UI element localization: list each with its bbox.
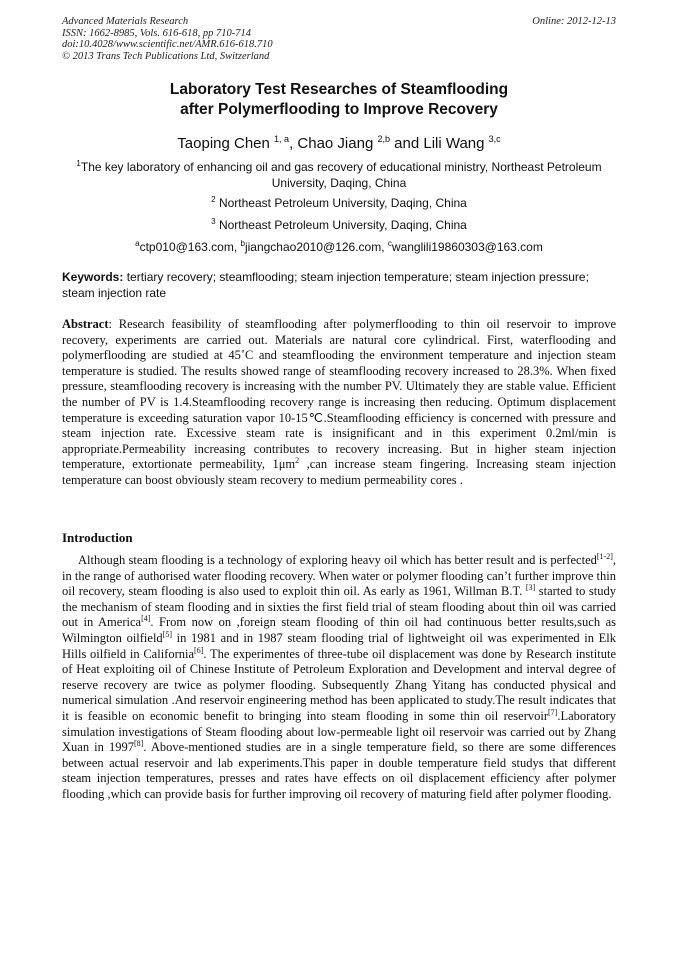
author-name: Lili Wang (423, 135, 485, 152)
author-name: Taoping Chen (177, 135, 270, 152)
title-line-2: after Polymerflooding to Improve Recovery (180, 101, 498, 118)
keywords-text: tertiary recovery; steamflooding; steam injection temperature; steam injection pressure; steam injection rate (62, 270, 589, 300)
affiliation-mark: 1 (76, 159, 81, 168)
intro-text: .Laboratory simulation investigations of Steam flooding about low-permeable light oil reservoir was carried out by Zhang Xuan in 1997 (62, 708, 616, 755)
introduction-paragraph (62, 553, 616, 803)
abstract-text: ,can increase steam fingering. Increasing steam injection temperature can boost obviously steam recovery to medium permeability cores . (62, 457, 617, 487)
email-mark: c (387, 239, 392, 248)
author-affiliation-mark: 1, a (274, 134, 290, 144)
email-mark: a (135, 239, 140, 248)
online-date: Online: 2012-12-13 (532, 16, 616, 27)
author-affiliation-mark: 2,b (377, 134, 390, 144)
affiliation-2 (62, 192, 616, 211)
issn-line: ISSN: 1662-8985, Vols. 616-618, pp 710-714 (62, 27, 251, 39)
email-line (62, 236, 616, 255)
citation-ref[interactable]: [5] (162, 629, 172, 639)
affiliation-text: The key laboratory of enhancing oil and gas recovery of educational ministry, Northeast Petroleum University, Daqing, China (80, 160, 602, 190)
abstract (62, 317, 616, 489)
affiliation-mark: 3 (211, 217, 216, 226)
paper-title (62, 80, 616, 120)
affiliation-3 (62, 214, 616, 233)
email-link[interactable]: jiangchao2010@126.com, (244, 240, 388, 254)
affiliation-text: Northeast Petroleum University, Daqing, China (218, 196, 467, 210)
email-link[interactable]: ctp010@163.com, (139, 240, 241, 254)
author-name: Chao Jiang (297, 135, 374, 152)
author-separator: , (289, 135, 298, 152)
email-link[interactable]: wanglili19860303@163.com (391, 240, 543, 254)
intro-text: . Above-mentioned studies are in a single temperature field, so there are some differences between actual reservoir and lab experiments.This paper in double temperature field studys that different steam injection temperatures, presses and rates have effects on oil displacement efficiency after polymer flooding ,which can provide basis for further improving oil recovery of maturing field after polymer flooding. (62, 740, 616, 801)
email-mark: b (240, 239, 245, 248)
citation-ref[interactable]: [7] (548, 707, 558, 717)
affiliation-1 (62, 156, 616, 191)
citation-ref[interactable]: [8] (133, 738, 144, 748)
citation-ref[interactable]: [6] (194, 645, 204, 655)
intro-text: started to study the mechanism of steam flooding and in sixties the first field trial of steam flooding about thin oil was carried out in America (62, 584, 616, 630)
author-affiliation-mark: 3,c (488, 134, 501, 144)
affiliation-text: Northeast Petroleum University, Daqing, China (218, 218, 467, 232)
journal-header (62, 16, 616, 62)
author-list (62, 130, 616, 153)
intro-text: . The experimentes of three-tube oil displacement was done by Research institute of Heat exploiting oil of Chinese Institute of Petroleum Exploration and Development and interval degree of reserve recovery are twice as polymer flooding. Subsequently Zhang Yitang has conducted physical and numerical simulation .And reservoir engineering method has been applicated to study.The result indicates that it is feasible on economic benefit to bringing into steam flooding in some thin oil reservoir (62, 646, 616, 723)
journal-name: Advanced Materials Research (62, 16, 189, 27)
citation-ref[interactable]: [3] (525, 583, 536, 593)
doi-line: doi:10.4028/www.scientific.net/AMR.616-618.710 (62, 39, 273, 50)
citation-ref[interactable]: [1-2] (596, 551, 613, 561)
intro-text: . From now on ,foreign steam flooding of thin oil had continuous better results,such as Wilmington oilfield (62, 615, 616, 645)
keywords (62, 269, 616, 301)
abstract-label: Abstract (62, 317, 109, 331)
keywords-label: Keywords: (62, 270, 124, 284)
section-heading-introduction: Introduction (62, 530, 133, 545)
author-separator: and (389, 135, 424, 152)
abstract-text: : Research feasibility of steamflooding after polymerflooding to thin oil reservoir to improve recovery, experiments are carried out. Materials are natural core cylindrical. First, waterflooding and polymerflooding are studied at 45˚C and steamflooding the environment temperature and injection steam temperature is studied. The results showed range of steamflooding recovery increased to 28.3%. When fixed pressure, steamflooding recovery is increasing with the number PV. Ultimately they are stable value. Efficient the number of PV is 1.4.Steamflooding recovery range is increasing then reducing. Optimum displacement temperature is exceeding saturation vapor 10-15℃.Steamflooding efficiency is concerned with pressure and steam injection rate. Excessive steam rate is insignificant and in this experiment 0.2ml/min is appropriate.Permeability increasing contributes to recovery increasing. But in higher steam injection temperature, extortionate permeability, 1μm (62, 317, 616, 472)
abstract-superscript: 2 (295, 456, 300, 466)
title-line-1: Laboratory Test Researches of Steamflooding (169, 81, 509, 98)
citation-ref[interactable]: [4] (141, 614, 151, 624)
intro-text: in 1981 and in 1987 steam flooding trial of lightweight oil was experimented in Elk Hills oilfield in California (62, 630, 617, 661)
intro-text: Although steam flooding is a technology of exploring heavy oil which has better result and is perfected (78, 553, 597, 567)
intro-text: , in the range of authorised water flooding recovery. When water or polymer flooding can’t further improve thin oil recovery, steam flooding is also used to exploit thin oil. As early as 1961, Willman B.T. (62, 553, 616, 599)
affiliation-mark: 2 (211, 195, 216, 204)
copyright-line: © 2013 Trans Tech Publications Ltd, Switzerland (62, 50, 270, 62)
